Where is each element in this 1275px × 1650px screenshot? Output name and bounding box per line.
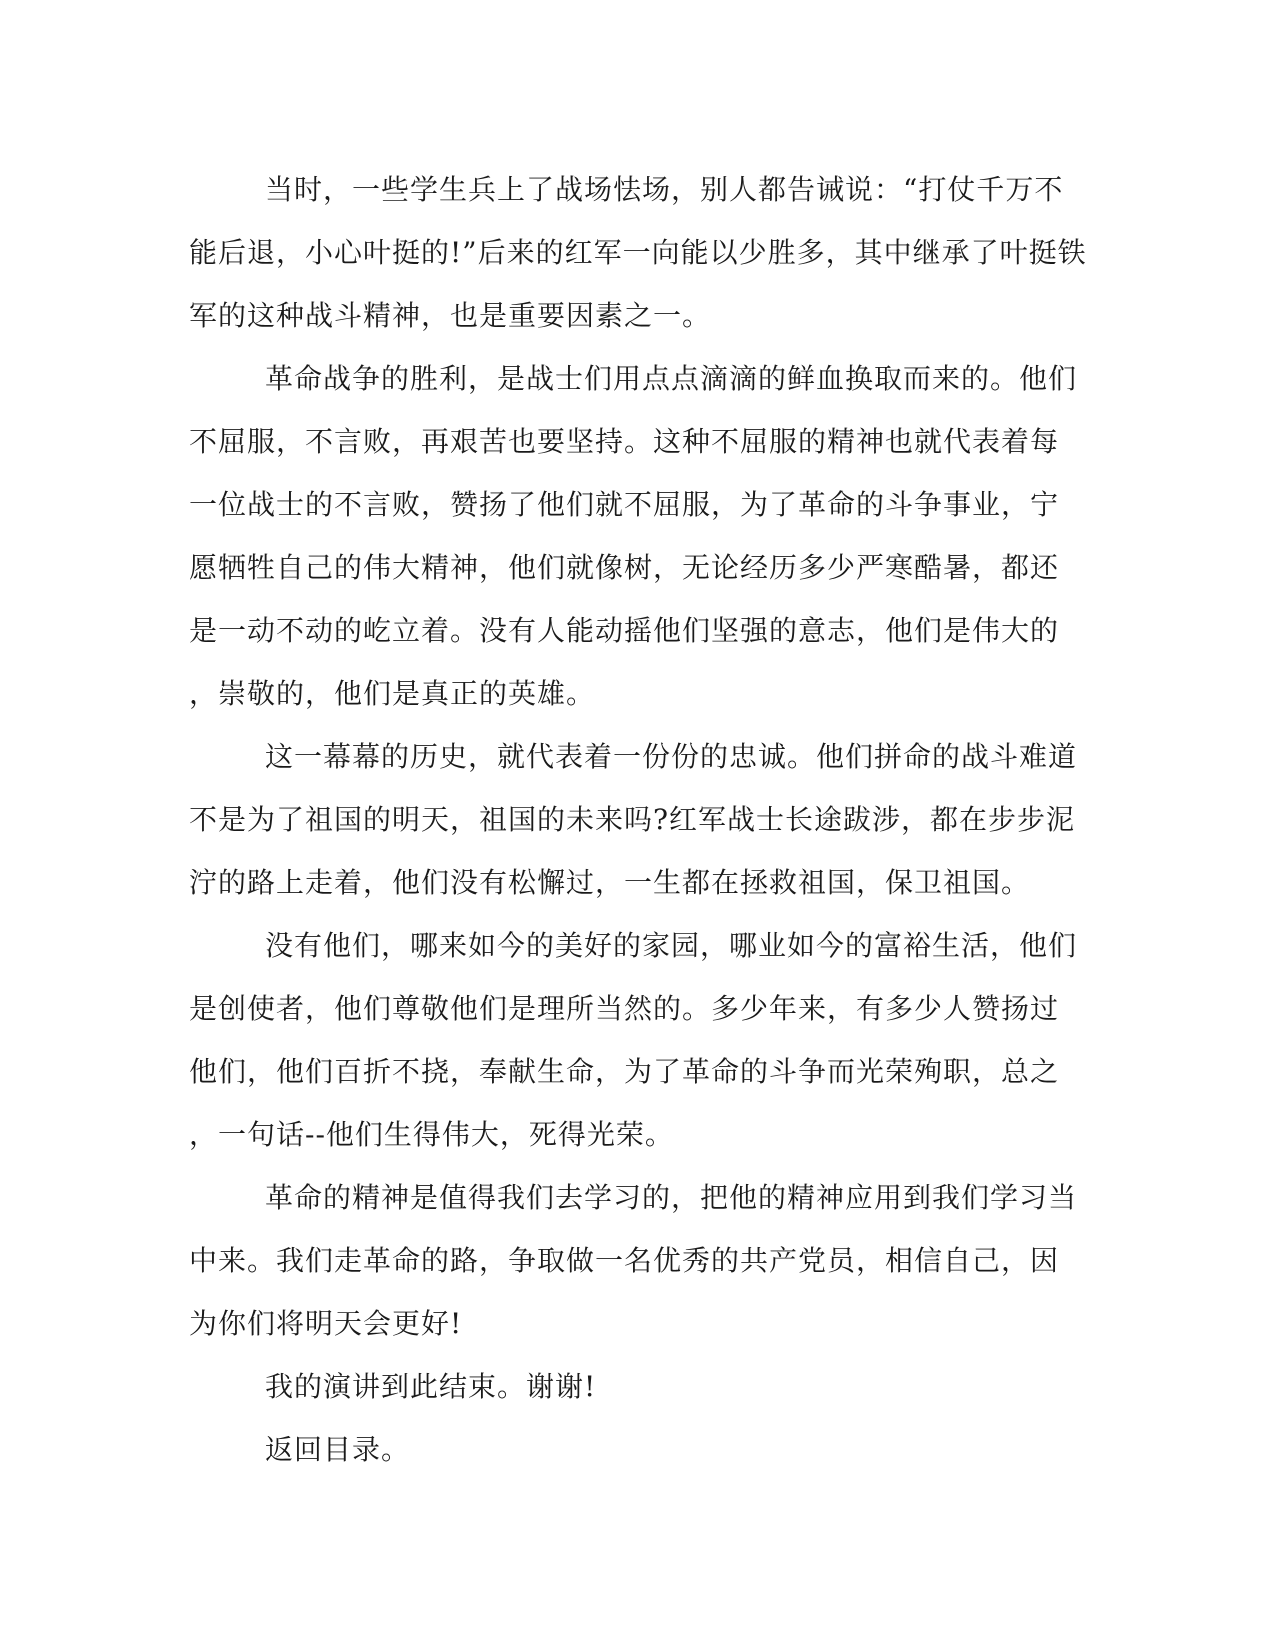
paragraph-4 [189, 914, 1085, 1166]
text-line: 这一幕幕的历史，就代表着一份份的忠诚。他们拼命的战斗难道 [265, 740, 1078, 773]
text-line: ，崇敬的，他们是真正的英雄。 [189, 677, 596, 710]
text-line: 没有他们，哪来如今的美好的家园，哪业如今的富裕生活，他们 [265, 929, 1078, 962]
closing-line [189, 1355, 1085, 1418]
text-line: 返回目录。 [265, 1433, 411, 1466]
paragraph-2 [189, 347, 1085, 725]
text-line: 军的这种战斗精神，也是重要因素之一。 [189, 299, 712, 332]
text-line: 泞的路上走着，他们没有松懈过，一生都在拯救祖国，保卫祖国。 [189, 866, 1031, 899]
text-line: 革命战争的胜利，是战士们用点点滴滴的鲜血换取而来的。他们 [265, 362, 1078, 395]
text-line: ，一句话--他们生得伟大，死得光荣。 [189, 1118, 674, 1151]
paragraph-1 [189, 158, 1085, 347]
text-line: 中来。我们走革命的路，争取做一名优秀的共产党员，相信自己，因 [189, 1244, 1060, 1277]
text-line: 愿牺牲自己的伟大精神，他们就像树，无论经历多少严寒酷暑，都还 [189, 551, 1060, 584]
text-line: 为你们将明天会更好! [189, 1307, 463, 1340]
document-body [189, 158, 1085, 1481]
text-line: 能后退，小心叶挺的!”后来的红军一向能以少胜多，其中继承了叶挺铁 [189, 236, 1087, 269]
text-line: 不屈服，不言败，再艰苦也要坚持。这种不屈服的精神也就代表着每 [189, 425, 1060, 458]
paragraph-3 [189, 725, 1085, 914]
text-line: 是创使者，他们尊敬他们是理所当然的。多少年来，有多少人赞扬过 [189, 992, 1060, 1025]
text-line: 革命的精神是值得我们去学习的，把他的精神应用到我们学习当 [265, 1181, 1078, 1214]
text-line: 是一动不动的屹立着。没有人能动摇他们坚强的意志，他们是伟大的 [189, 614, 1060, 647]
text-line: 当时，一些学生兵上了战场怯场，别人都告诫说：“打仗千万不 [265, 173, 1064, 206]
paragraph-5 [189, 1166, 1085, 1355]
text-line: 我的演讲到此结束。谢谢! [265, 1370, 597, 1403]
back-to-contents [189, 1418, 1085, 1481]
text-line: 一位战士的不言败，赞扬了他们就不屈服，为了革命的斗争事业，宁 [189, 488, 1060, 521]
text-line: 不是为了祖国的明天，祖国的未来吗?红军战士长途跋涉，都在步步泥 [189, 803, 1076, 836]
text-line: 他们，他们百折不挠，奉献生命，为了革命的斗争而光荣殉职，总之 [189, 1055, 1060, 1088]
